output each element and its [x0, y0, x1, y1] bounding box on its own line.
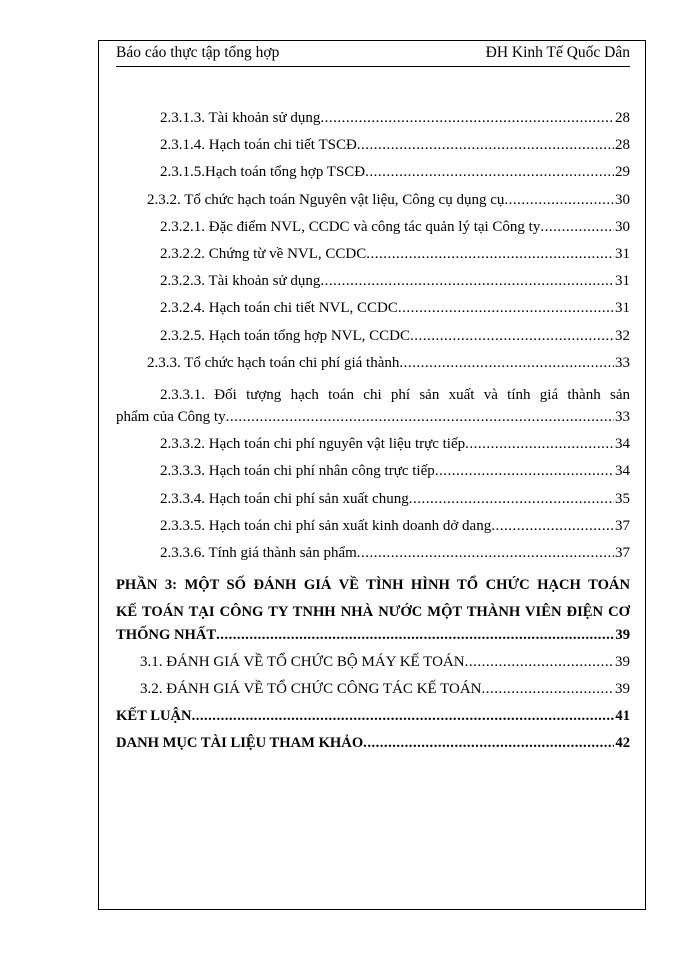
toc-entry-3-1[interactable]: [116, 654, 630, 681]
toc-entry-2-3-2-2[interactable]: [116, 246, 630, 273]
toc-page-number: 39: [615, 680, 630, 697]
toc-entry-title: KẾT LUẬN: [116, 708, 192, 725]
toc-entry-title: 2.3.2.2. Chứng từ về NVL, CCDC: [160, 245, 367, 262]
toc-entry-title: 2.3.3.2. Hạch toán chi phí nguyên vật liệu trực tiếp: [160, 436, 466, 453]
toc-entry-2-3-3-4[interactable]: [116, 491, 630, 518]
toc-entry-ket-luan[interactable]: [116, 708, 630, 735]
toc-page-number: 42: [615, 735, 630, 752]
toc-entry-2-3-2-1[interactable]: [116, 219, 630, 246]
toc-entry-title: 2.3.3.5. Hạch toán chi phí sản xuất kinh doanh dở dang: [160, 517, 492, 534]
toc-entry-title: 2.3.2.1. Đặc điểm NVL, CCDC và công tác quản lý tại Công ty: [160, 218, 541, 235]
toc-entry-2-3-2[interactable]: [116, 192, 630, 219]
toc-entry-title: 2.3.2.3. Tài khoản sử dụng: [160, 273, 321, 290]
toc-leader-dots: [216, 627, 614, 644]
toc-entry-3-2[interactable]: [116, 681, 630, 708]
toc-entry-title-line2-row: [116, 409, 630, 436]
page-header: [116, 42, 630, 67]
toc-entry-title: 2.3.3.6. Tính giá thành sản phẩm: [160, 545, 357, 561]
toc-entry-2-3-1-3[interactable]: [116, 110, 630, 137]
toc-leader-dots: [366, 246, 614, 263]
toc-leader-dots: [357, 137, 614, 154]
toc-leader-dots: [226, 409, 614, 426]
toc-entry-title: 2.3.3.4. Hạch toán chi phí sản xuất chung: [160, 490, 409, 507]
toc-leader-dots: [398, 300, 614, 317]
header-university: ĐH Kinh Tế Quốc Dân: [485, 44, 630, 61]
toc-entry-title: 2.3.1.5.Hạch toán tổng hợp TSCĐ: [160, 164, 366, 181]
toc-page-number: 31: [615, 273, 630, 290]
toc-leader-dots: [409, 491, 614, 508]
toc-leader-dots: [320, 273, 614, 290]
toc-entry-2-3-3-1[interactable]: [116, 382, 630, 436]
toc-page-number: 29: [615, 164, 630, 181]
toc-page-number: 37: [615, 517, 630, 534]
toc-page-number: 34: [615, 436, 630, 453]
toc-entry-2-3-3[interactable]: [116, 355, 630, 382]
toc-leader-dots: [410, 328, 614, 345]
toc-leader-dots: [357, 545, 614, 562]
toc-entry-2-3-1-5[interactable]: [116, 164, 630, 191]
toc-part-title-line2: KẾ TOÁN TẠI CÔNG TY TNHH NHÀ NƯỚC MỘT THÀNH VIÊN ĐIỆN CƠ: [116, 604, 630, 621]
toc-entry-title-line1: 2.3.3.1. Đối tượng hạch toán chi phí sản xuất và tính giá thành sản: [160, 386, 630, 403]
toc-entry-2-3-2-5[interactable]: [116, 328, 630, 355]
toc-page-number: 39: [615, 626, 630, 643]
toc-entry-title: 2.3.1.4. Hạch toán chi tiết TSCĐ: [160, 137, 357, 154]
toc-leader-dots: [435, 463, 614, 480]
toc-entry-2-3-3-5[interactable]: [116, 518, 630, 545]
toc-leader-dots: [465, 654, 614, 671]
toc-leader-dots: [465, 436, 614, 453]
toc-page-number: 28: [615, 137, 630, 154]
toc-page-number: 28: [615, 110, 630, 126]
toc-entry-title: 3.1. ĐÁNH GIÁ VỀ TỔ CHỨC BỘ MÁY KẾ TOÁN: [140, 653, 465, 670]
toc-entry-title: 3.2. ĐÁNH GIÁ VỀ TỔ CHỨC CÔNG TÁC KẾ TOÁN: [140, 680, 482, 697]
toc-entry-2-3-2-4[interactable]: [116, 300, 630, 327]
toc-entry-title: 2.3.3. Tổ chức hạch toán chi phí giá thành: [147, 354, 400, 371]
toc-leader-dots: [399, 355, 614, 372]
toc-entry-title: 2.3.1.3. Tài khoản sử dụng: [160, 110, 321, 126]
toc-leader-dots: [540, 219, 614, 236]
toc-entry-2-3-3-2[interactable]: [116, 436, 630, 463]
toc-entry-references[interactable]: [116, 735, 630, 762]
toc-leader-dots: [320, 110, 614, 127]
header-report-title: Báo cáo thực tập tổng hợp: [116, 44, 280, 61]
toc-page-number: 33: [615, 354, 630, 371]
toc-entry-2-3-3-6[interactable]: [116, 545, 630, 572]
toc-leader-dots: [365, 164, 614, 181]
toc-entry-title: 2.3.2. Tổ chức hạch toán Nguyên vật liệu, Công cụ dụng cụ: [147, 191, 505, 208]
toc-entry-title: 2.3.2.5. Hạch toán tổng hợp NVL, CCDC: [160, 327, 410, 344]
toc-page-number: 37: [615, 545, 630, 561]
toc-leader-dots: [504, 192, 614, 209]
toc-leader-dots: [491, 518, 614, 535]
toc-entry-title: DANH MỤC TÀI LIỆU THAM KHẢO: [116, 735, 364, 752]
toc-entry-2-3-2-3[interactable]: [116, 273, 630, 300]
toc-entry-title-line2: phẩm của Công ty: [116, 409, 226, 426]
toc-entry-2-3-1-4[interactable]: [116, 137, 630, 164]
toc-leader-dots: [363, 735, 614, 752]
table-of-contents: [116, 110, 630, 763]
toc-entry-title: 2.3.3.3. Hạch toán chi phí nhân công trực tiếp: [160, 463, 435, 480]
toc-part-title-line3: THỐNG NHẤT: [116, 626, 217, 643]
toc-leader-dots: [482, 681, 614, 698]
toc-page-number: 35: [615, 490, 630, 507]
toc-entry-part-3[interactable]: [116, 572, 630, 654]
toc-page-number: 30: [615, 191, 630, 208]
toc-page-number: 31: [615, 245, 630, 262]
toc-leader-dots: [192, 708, 615, 725]
toc-page-number: 32: [615, 327, 630, 344]
toc-page-number: 31: [615, 300, 630, 317]
toc-page-number: 34: [615, 463, 630, 480]
toc-entry-2-3-3-3[interactable]: [116, 463, 630, 490]
toc-page-number: 41: [615, 708, 630, 725]
toc-part-title-line1: PHẦN 3: MỘT SỐ ĐÁNH GIÁ VỀ TÌNH HÌNH TỔ CHỨC HẠCH TOÁN: [116, 577, 630, 594]
toc-part-title-line3-row: [116, 627, 630, 654]
toc-entry-title: 2.3.2.4. Hạch toán chi tiết NVL, CCDC: [160, 300, 398, 317]
toc-page-number: 39: [615, 653, 630, 670]
toc-page-number: 30: [615, 218, 630, 235]
toc-page-number: 33: [615, 409, 630, 426]
